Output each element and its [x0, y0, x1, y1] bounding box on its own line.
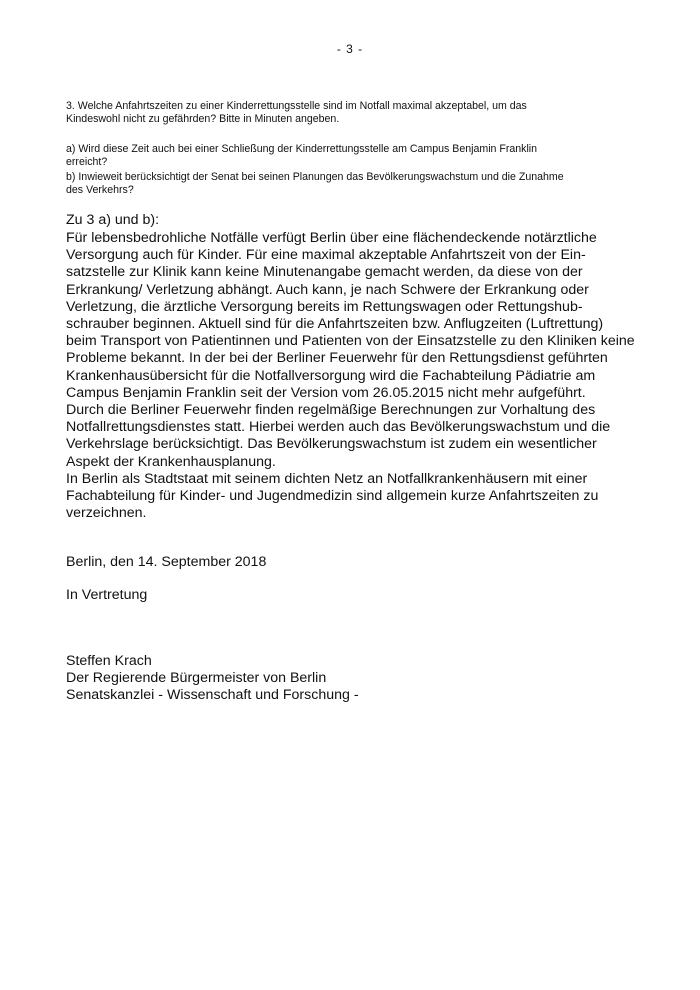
- question-3b-line-2: des Verkehrs?: [66, 184, 134, 196]
- closing-date: Berlin, den 14. September 2018: [66, 554, 267, 570]
- page-number: - 3 -: [336, 42, 364, 56]
- question-3: [66, 100, 636, 126]
- question-3a: [66, 143, 636, 169]
- question-3a-line-1: a) Wird diese Zeit auch bei einer Schließung der Kinderrettungsstelle am Campus Benjamin Franklin: [66, 143, 538, 155]
- answer-heading: Zu 3 a) und b):: [66, 212, 160, 228]
- question-3a-line-2: erreicht?: [66, 156, 108, 168]
- question-3-line-2: Kindeswohl nicht zu gefährden? Bitte in Minuten angeben.: [66, 113, 340, 125]
- answer-body: [66, 230, 666, 522]
- question-3b-line-1: b) Inwieweit berücksichtigt der Senat bei seinen Planungen das Bevölkerungswachstum und die Zunahme: [66, 171, 564, 183]
- signatory-department: Senatskanzlei - Wissenschaft und Forschung -: [66, 687, 359, 704]
- question-3b: [66, 171, 636, 197]
- answer-paragraph-2: Durch die Berliner Feuerwehr finden regelmäßige Berechnungen zur Vorhaltung des Notfallrettungsdienstes statt. Hierbei werden auch das Bevölkerungswachstum und die Verkehrslage berücksichtigt. Das Bevölkerungswachstum ist zudem ein wesentlicher Aspekt der Krankenhausplanung.: [66, 402, 611, 470]
- answer-paragraph-1: Für lebensbedrohliche Notfälle verfügt Berlin über eine flächendeckende notärztliche Versorgung auch für Kinder. Für eine maximal akzeptable Anfahrtszeit von der Ein- satzstelle zur Klinik kann keine Minutenangabe gemacht werden, da diese von der Erkrankung/ Verletzung abhängt. Auch kann, je nach Schwere der Erkrankung oder Verletzung, die ärztliche Versorgung bereits im Rettungswagen oder Rettungshub- schrauber beginnen. Aktuell sind für die Anfahrtszeiten bzw. Anflugzeiten (Luftrettung) beim Transport von Patientinnen und Patienten von der Einsatzstelle zu den Kliniken keine Probleme bekannt. In der bei der Berliner Feuerwehr für den Rettungsdienst geführten Krankenhausübersicht für die Notfallversorgung wird die Fachabteilung Pädiatrie am Campus Benjamin Franklin seit der Version vom 26.05.2015 nicht mehr aufgeführt.: [66, 230, 635, 401]
- signatory-name: Steffen Krach: [66, 653, 152, 669]
- answer-paragraph-3: In Berlin als Stadtstaat mit seinem dichten Netz an Notfallkrankenhäusern mit einer Fachabteilung für Kinder- und Jugendmedizin sind allgemein kurze Anfahrtszeiten zu verzeichnen.: [66, 470, 599, 522]
- question-3-line-1: 3. Welche Anfahrtszeiten zu einer Kinderrettungsstelle sind im Notfall maximal akzeptabel, um das: [66, 100, 527, 112]
- signatory-office: Der Regierende Bürgermeister von Berlin: [66, 670, 327, 687]
- representation-note: In Vertretung: [66, 587, 148, 603]
- signatory-block: [66, 653, 566, 705]
